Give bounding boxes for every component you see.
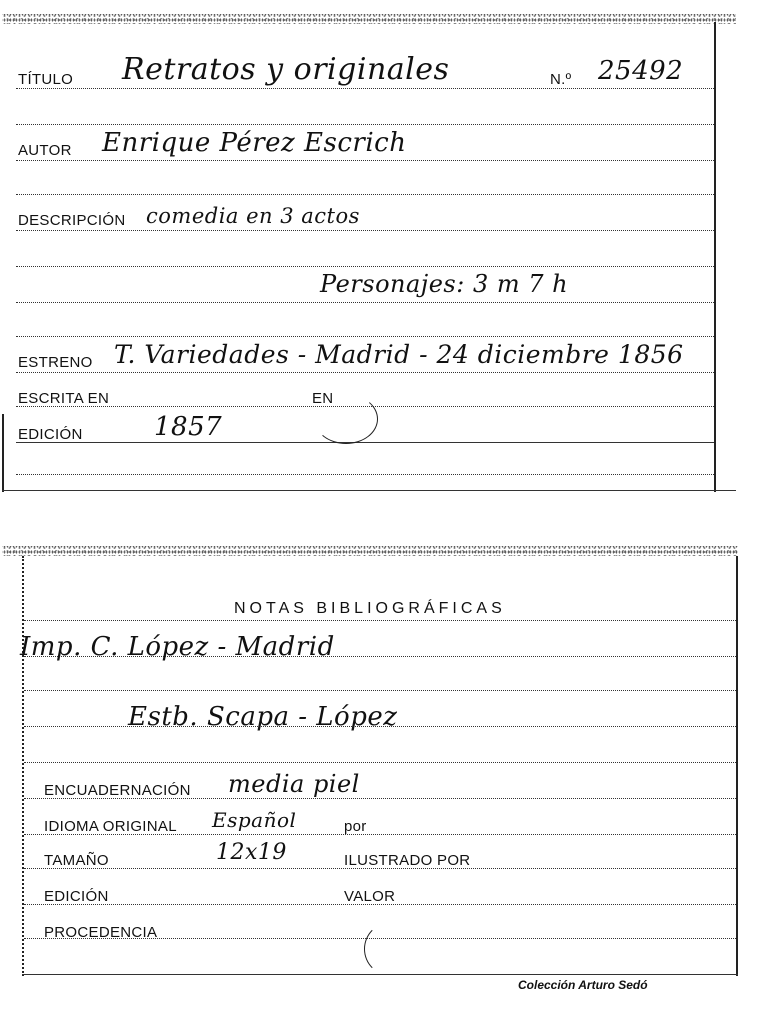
titulo-value: Retratos y originales bbox=[122, 52, 450, 87]
rule-line bbox=[16, 336, 714, 337]
rule-line bbox=[16, 194, 714, 195]
rule-line bbox=[16, 442, 714, 443]
descripcion-value: comedia en 3 actos bbox=[146, 204, 360, 228]
valor-label: VALOR bbox=[344, 888, 396, 905]
nota-line-1: Imp. C. López - Madrid bbox=[20, 632, 335, 662]
idioma-value: Español bbox=[212, 808, 297, 832]
idioma-label: IDIOMA ORIGINAL bbox=[44, 818, 177, 835]
rule-line bbox=[24, 690, 736, 691]
numero-value: 25492 bbox=[598, 56, 684, 86]
autor-label: AUTOR bbox=[18, 142, 72, 159]
tamano-value: 12x19 bbox=[216, 840, 287, 865]
card-bottom-border bbox=[22, 974, 738, 975]
rule-line bbox=[16, 372, 714, 373]
card-bottom-border bbox=[2, 490, 736, 491]
personajes-value: Personajes: 3 m 7 h bbox=[320, 270, 569, 298]
rule-line bbox=[16, 88, 714, 89]
encuadernacion-value: media piel bbox=[228, 770, 360, 798]
edicion-label: EDICIÓN bbox=[18, 426, 83, 443]
catalog-card-front bbox=[2, 14, 736, 492]
estreno-label: ESTRENO bbox=[18, 354, 93, 371]
card-top-edge bbox=[2, 546, 738, 556]
rule-line bbox=[16, 124, 714, 125]
card-left-border bbox=[22, 556, 24, 976]
card-right-border bbox=[714, 22, 716, 492]
rule-line bbox=[16, 230, 714, 231]
notas-title: NOTAS BIBLIOGRÁFICAS bbox=[234, 600, 506, 617]
procedencia-label: PROCEDENCIA bbox=[44, 924, 158, 941]
por-label: por bbox=[344, 818, 367, 835]
ilustrado-label: ILUSTRADO POR bbox=[344, 852, 471, 869]
numero-label: N.º bbox=[550, 71, 572, 88]
card-top-edge bbox=[2, 14, 736, 24]
card-left-border bbox=[2, 414, 4, 492]
stamp-mark bbox=[364, 922, 418, 976]
estreno-value: T. Variedades - Madrid - 24 diciembre 1856 bbox=[114, 340, 684, 369]
nota-line-2: Estb. Scapa - López bbox=[128, 702, 398, 732]
tamano-label: TAMAÑO bbox=[44, 852, 109, 869]
rule-line bbox=[16, 266, 714, 267]
rule-line bbox=[16, 160, 714, 161]
rule-line bbox=[24, 620, 736, 621]
en-label: EN bbox=[312, 390, 334, 407]
stamp-mark bbox=[314, 394, 378, 444]
coleccion-footer: Colección Arturo Sedó bbox=[518, 978, 648, 992]
autor-value: Enrique Pérez Escrich bbox=[102, 128, 407, 158]
rule-line bbox=[16, 474, 714, 475]
rule-line bbox=[24, 762, 736, 763]
escrita-en-label: ESCRITA EN bbox=[18, 390, 110, 407]
edicion-label-2: EDICIÓN bbox=[44, 888, 109, 905]
edicion-value: 1857 bbox=[154, 412, 223, 442]
catalog-card-back bbox=[2, 546, 738, 992]
rule-line bbox=[16, 302, 714, 303]
encuadernacion-label: ENCUADERNACIÓN bbox=[44, 782, 191, 799]
descripcion-label: DESCRIPCIÓN bbox=[18, 212, 126, 229]
card-right-border bbox=[736, 556, 738, 976]
titulo-label: TÍTULO bbox=[18, 71, 74, 88]
